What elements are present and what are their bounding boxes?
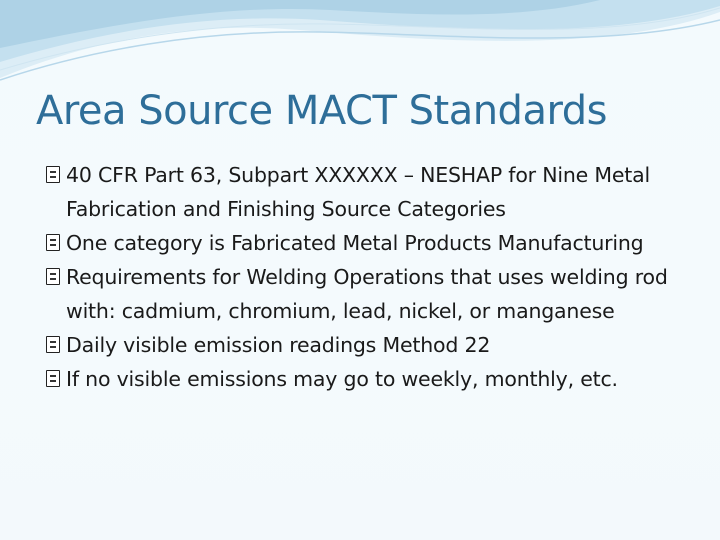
list-item <box>46 362 710 396</box>
list-item <box>46 158 710 226</box>
slide-title: Area Source MACT Standards <box>36 88 607 134</box>
missing-glyph-icon <box>46 268 60 285</box>
missing-glyph-icon <box>46 370 60 387</box>
missing-glyph-icon <box>46 336 60 353</box>
list-item <box>46 328 710 362</box>
bullet-text: If no visible emissions may go to weekly, monthly, etc. <box>66 367 618 391</box>
bullet-list <box>46 158 710 396</box>
missing-glyph-icon <box>46 166 60 183</box>
list-item <box>46 260 710 328</box>
bullet-text: One category is Fabricated Metal Products Manufacturing <box>66 231 644 255</box>
bullet-text: Daily visible emission readings Method 22 <box>66 333 491 357</box>
list-item <box>46 226 710 260</box>
bullet-text: 40 CFR Part 63, Subpart XXXXXX – NESHAP for Nine Metal Fabrication and Finishing Source Categories <box>66 163 650 221</box>
header-wave-decoration <box>0 0 720 90</box>
bullet-text: Requirements for Welding Operations that uses welding rod with: cadmium, chromium, lead, nickel, or manganese <box>66 265 668 323</box>
missing-glyph-icon <box>46 234 60 251</box>
